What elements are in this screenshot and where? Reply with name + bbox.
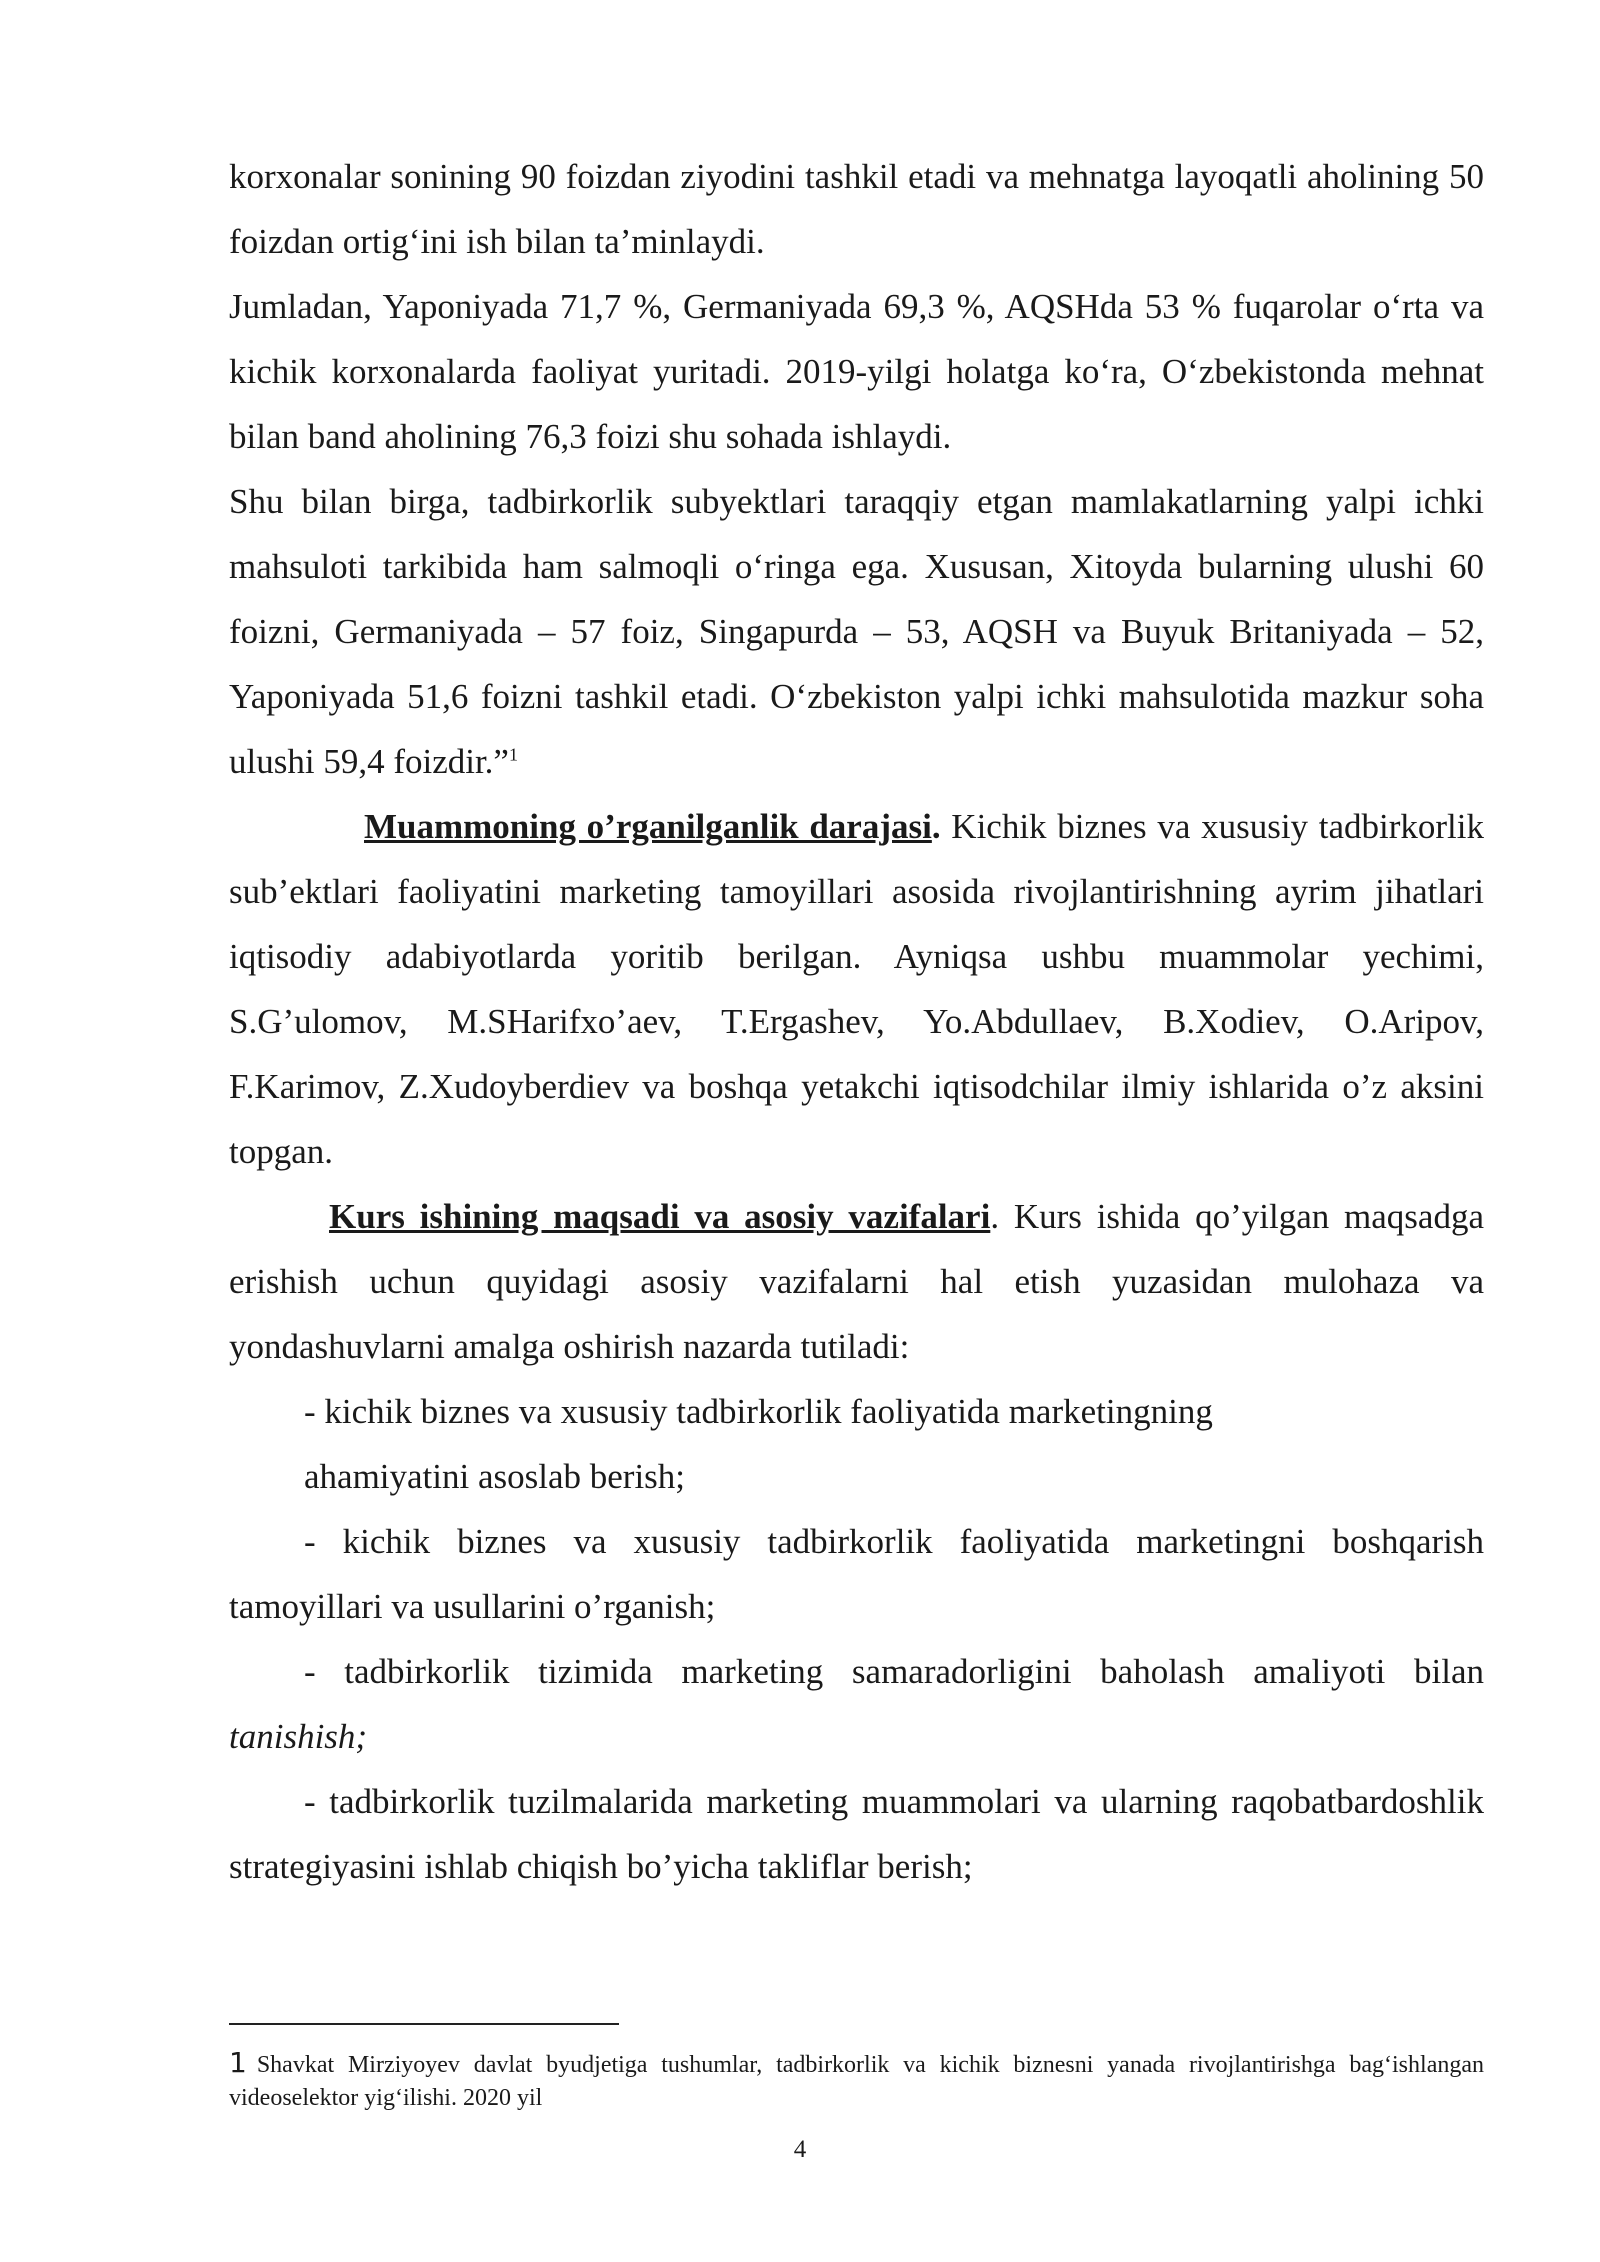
- paragraph-2: Jumladan, Yaponiyada 71,7 %, Germaniyada 69,3 %, AQSHda 53 % fuqarolar o‘rta va kichik korxonalarda faoliyat yuritadi. 2019-yilgi holatga ko‘ra, O‘zbekistonda mehnat bilan band aholining 76,3 foizi shu sohada ishlaydi.: [229, 287, 1484, 456]
- list-item-text: - tadbirkorlik tizimida marketing samaradorligini baholash amaliyoti bilan: [304, 1652, 1484, 1691]
- section-problem-study: [229, 794, 1484, 1184]
- footnote-number: 1: [229, 2046, 247, 2079]
- list-item: [229, 1509, 1484, 1639]
- paragraph-3-text: Shu bilan birga, tadbirkorlik subyektlari taraqqiy etgan mamlakatlarning yalpi ichki mahsuloti tarkibida ham salmoqli o‘ringa ega. Xususan, Xitoyda bularning ulushi 60 foizni, Germaniyada – 57 foiz, Singapurda – 53, AQSH va Buyuk Britaniyada – 52, Yaponiyada 51,6 foizni tashkil etadi. O‘zbekiston yalpi ichki mahsulotida mazkur soha ulushi 59,4 foizdir.”: [229, 482, 1484, 781]
- section-heading-goals: Kurs ishining maqsadi va asosiy vazifalari: [329, 1197, 991, 1236]
- paragraph-3: [229, 469, 1484, 794]
- section-heading-problem-study: Muammoning o’rganilganlik darajasi: [364, 807, 932, 846]
- list-item-text: - tadbirkorlik tuzilmalarida marketing muammolari va ularning raqobatbardoshlik strategiyasini ishlab chiqish bo’yicha takliflar berish;: [229, 1782, 1484, 1886]
- page-number: 4: [793, 2136, 807, 2163]
- list-item: [229, 1379, 1484, 1444]
- section-goals-text: Kurs ishida qo’yilgan maqsadga erishish uchun quyidagi asosiy vazifalarni hal etish yuzasidan mulohaza va yondashuvlarni amalga oshirish nazarda tutiladi:: [229, 1197, 1484, 1366]
- list-item: [229, 1639, 1484, 1769]
- main-text: [229, 144, 1484, 1899]
- section-goals: [229, 1184, 1484, 1379]
- section-problem-study-text: Kichik biznes va xususiy tadbirkorlik sub’ektlari faoliyatini marketing tamoyillari asosida rivojlantirishning ayrim jihatlari iqtisodiy adabiyotlarda yoritib berilgan. Ayniqsa ushbu muammolar yechimi, S.G’ulomov, M.SHarifxo’aev, T.Ergashev, Yo.Abdullaev, B.Xodiev, O.Aripov, F.Karimov, Z.Xudoyberdiev va boshqa yetakchi iqtisodchilar ilmiy ishlarida o’z aksini topgan.: [229, 807, 1484, 1171]
- paragraph-1: korxonalar sonining 90 foizdan ziyodini tashkil etadi va mehnatga layoqatli aholining 50 foizdan ortig‘ini ish bilan ta’minlaydi.: [229, 157, 1484, 261]
- footnote-text: Shavkat Mirziyoyev davlat byudjetiga tushumlar, tadbirkorlik va kichik biznesni yanada rivojlantirishga bag‘ishlangan videoselektor yig‘ilishi. 2020 yil: [229, 2052, 1484, 2111]
- footnote: [229, 2046, 1484, 2115]
- list-item-text: ahamiyatini asoslab berish;: [304, 1457, 686, 1496]
- list-item-text: - kichik biznes va xususiy tadbirkorlik faoliyatida marketingni boshqarish tamoyillari va usullarini o’rganish;: [229, 1522, 1484, 1626]
- list-item-italic-text: tanishish;: [229, 1717, 368, 1756]
- list-item: [229, 1769, 1484, 1899]
- section-heading-punct: .: [931, 807, 941, 846]
- list-item-continuation: [229, 1444, 1484, 1509]
- section-goals-punct: .: [990, 1197, 1000, 1236]
- footnote-divider: [229, 2023, 619, 2025]
- list-item-text: - kichik biznes va xususiy tadbirkorlik faoliyatida marketingning: [304, 1392, 1213, 1431]
- footnote-reference[interactable]: 1: [508, 744, 518, 765]
